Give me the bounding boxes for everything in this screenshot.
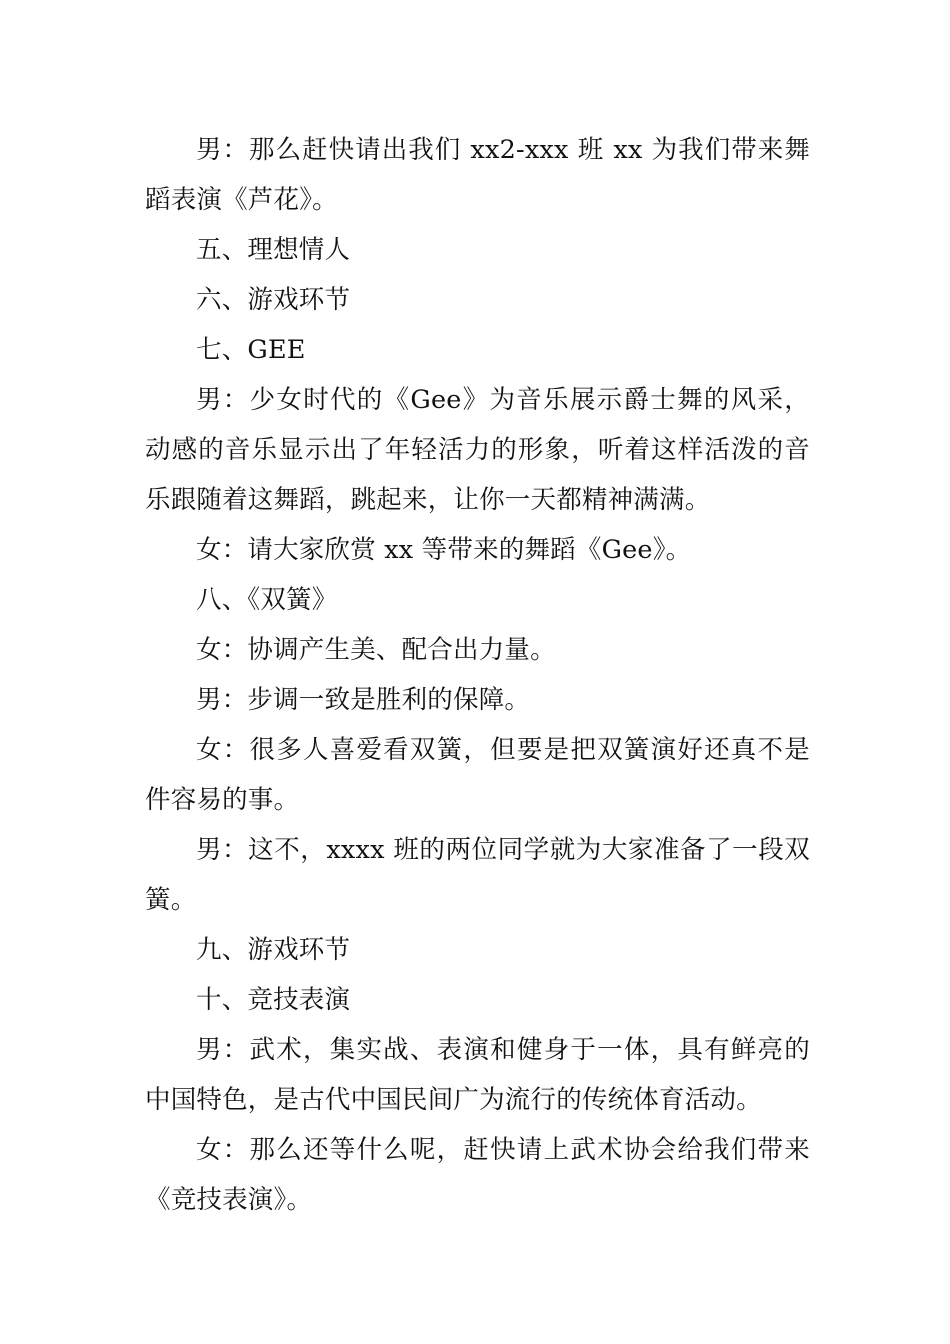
- paragraph: 男：少女时代的《Gee》为音乐展示爵士舞的风采，动感的音乐显示出了年轻活力的形象，听着这样活泼的音乐跟随着这舞蹈，跳起来，让你一天都精神满满。: [145, 385, 810, 515]
- paragraph: 五、理想情人: [196, 235, 351, 265]
- paragraph: 女：请大家欣赏 xx 等带来的舞蹈《Gee》。: [196, 535, 692, 565]
- paragraph: 七、GEE: [196, 335, 306, 365]
- paragraph: 八、《双簧》: [196, 585, 338, 615]
- paragraph: 九、游戏环节: [196, 935, 351, 965]
- paragraph: 男：这不，xxxx 班的两位同学就为大家准备了一段双簧。: [145, 835, 810, 915]
- paragraph: 六、游戏环节: [196, 285, 351, 315]
- paragraph: 男：那么赶快请出我们 xx2-xxx 班 xx 为我们带来舞蹈表演《芦花》。: [145, 135, 810, 215]
- paragraph: 女：那么还等什么呢，赶快请上武术协会给我们带来《竞技表演》。: [145, 1135, 810, 1215]
- paragraph: 女：很多人喜爱看双簧，但要是把双簧演好还真不是件容易的事。: [145, 735, 810, 815]
- document-body: [145, 125, 810, 1225]
- paragraph: 女：协调产生美、配合出力量。: [196, 635, 556, 665]
- paragraph: 男：武术，集实战、表演和健身于一体，具有鲜亮的中国特色，是古代中国民间广为流行的传统体育活动。: [145, 1035, 810, 1115]
- paragraph: 男：步调一致是胜利的保障。: [196, 685, 531, 715]
- paragraph: 十、竞技表演: [196, 985, 351, 1015]
